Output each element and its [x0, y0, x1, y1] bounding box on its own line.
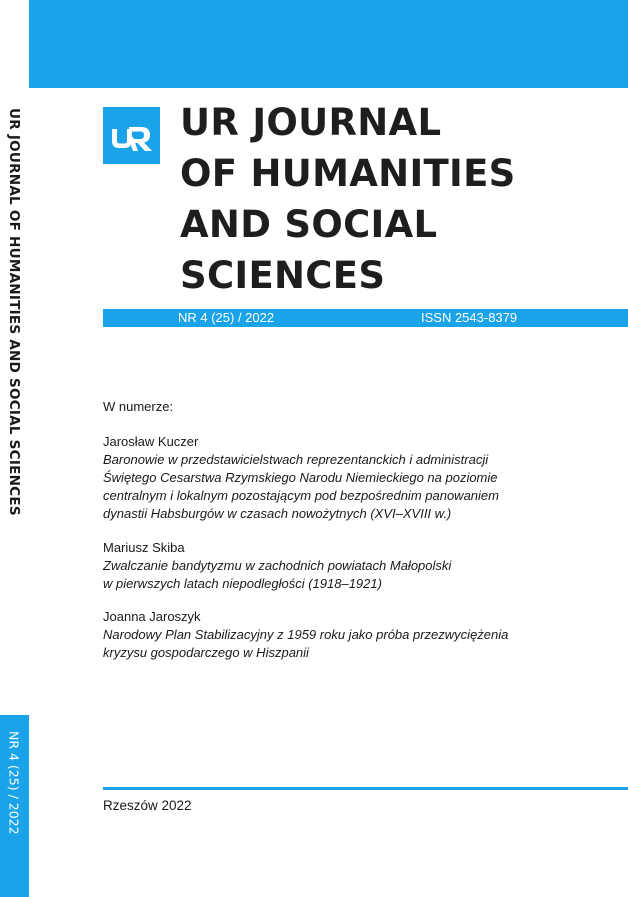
publication-place-year: Rzeszów 2022 — [103, 798, 192, 813]
article-title: Narodowy Plan Stabilizacyjny z 1959 roku jako próba przezwyciężenia kryzysu gospodarczego w Hiszpanii — [103, 627, 509, 660]
article-author: Mariusz Skiba — [103, 540, 185, 555]
article-entry — [103, 539, 451, 593]
university-logo-icon — [103, 107, 160, 164]
journal-title-line: SCIENCES — [180, 254, 386, 297]
article-title: Zwalczanie bandytyzmu w zachodnich powiatach Małopolski w pierwszych latach niepodległości (1918–1921) — [103, 558, 452, 591]
journal-title-line: UR JOURNAL — [180, 101, 442, 144]
issn-number: ISSN 2543-8379 — [421, 310, 518, 325]
contents-heading: W numerze: — [103, 399, 174, 414]
footer-divider — [103, 787, 628, 790]
spine-issue-number: NR 4 (25) / 2022 — [6, 731, 22, 835]
journal-title — [180, 97, 516, 301]
article-entry — [103, 433, 499, 523]
top-color-band — [29, 0, 628, 88]
article-entry — [103, 608, 508, 662]
article-title: Baronowie w przedstawicielstwach reprezentanckich i administracji Świętego Cesarstwa Rzymskiego Narodu Niemieckiego na poziomie centralnym i lokalnym pozostającym pod bezpośrednim panowaniem dynastii Habsburgów w czasach nowożytnych (XVI–XVIII w.) — [103, 452, 499, 521]
article-author: Joanna Jaroszyk — [103, 609, 201, 624]
issue-number: NR 4 (25) / 2022 — [178, 310, 275, 325]
issue-info-band — [103, 309, 628, 327]
spine-journal-title: UR JOURNAL OF HUMANITIES AND SOCIAL SCIENCES — [6, 108, 22, 516]
journal-title-line: AND SOCIAL — [180, 203, 438, 246]
article-author: Jarosław Kuczer — [103, 434, 199, 449]
journal-title-line: OF HUMANITIES — [180, 152, 516, 195]
